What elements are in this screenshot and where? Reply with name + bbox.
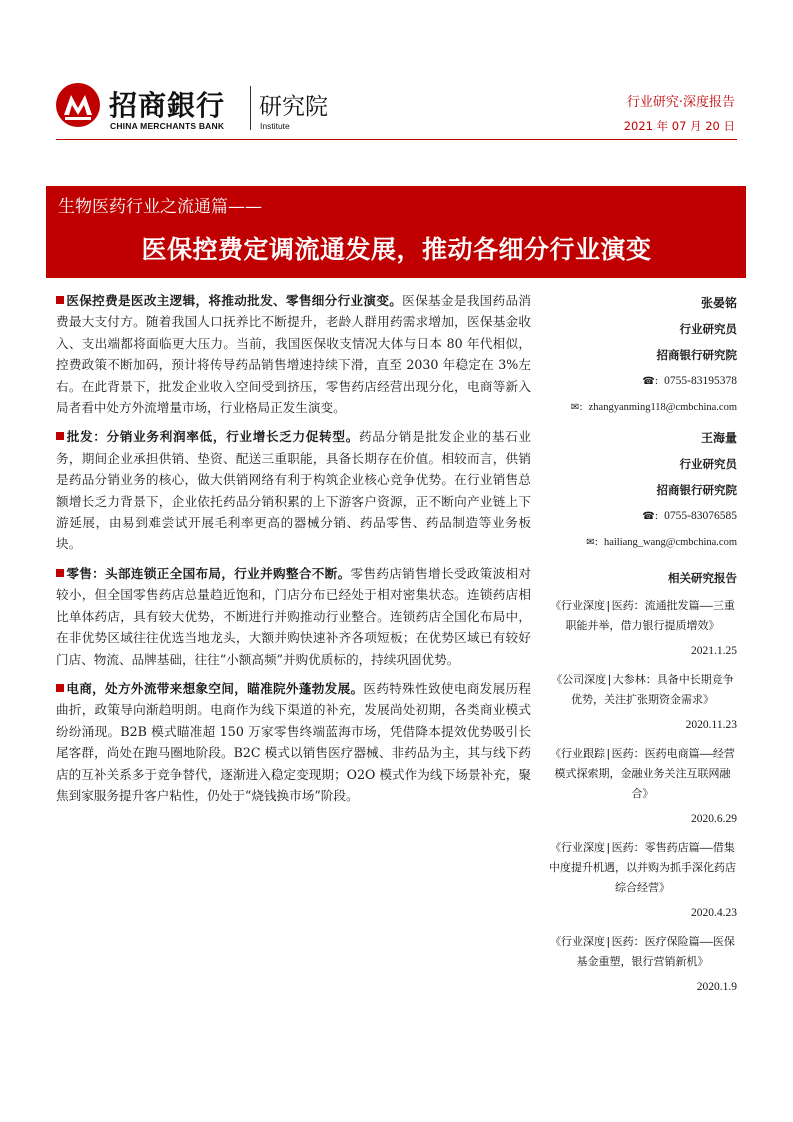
analyst-phone: [548, 368, 737, 395]
analyst-phone-number: 0755-83195378: [664, 375, 737, 387]
header-divider: [56, 139, 737, 140]
related-report-item[interactable]: [548, 596, 737, 660]
bullet-square-icon: [56, 684, 64, 692]
analyst-phone: [548, 503, 737, 530]
banner-subtitle: 生物医药行业之流通篇——: [58, 197, 262, 217]
related-report-title[interactable]: 《公司深度|大参林：具备中长期竞争优势，关注扩张期资金需求》: [551, 673, 734, 706]
report-type: 行业研究·深度报告: [626, 95, 735, 110]
analyst-name: 张晏铭: [700, 296, 737, 310]
summary-paragraph: [56, 563, 531, 670]
institute-name-en: Institute: [260, 121, 290, 131]
analyst-org: 招商银行研究院: [656, 483, 737, 497]
analyst-email: [548, 395, 737, 421]
bank-name-cn: 招商銀行: [109, 89, 226, 122]
analyst-org: 招商银行研究院: [656, 348, 737, 362]
summary-paragraph: [56, 290, 531, 418]
bullet-square-icon: [56, 569, 64, 577]
related-report-title[interactable]: 《行业深度|医药：流通批发篇——三重职能并举，借力银行提质增效》: [550, 599, 735, 632]
analyst-phone-number: 0755-83076585: [664, 510, 737, 522]
related-report-item[interactable]: [548, 744, 737, 828]
analyst-email-address[interactable]: hailiang_wang@cmbchina.com: [603, 537, 737, 548]
related-report-date: 2020.1.9: [696, 981, 737, 993]
logo-divider: [250, 86, 251, 130]
phone-icon: ☎:: [642, 511, 659, 522]
institute-name-cn: 研究院: [259, 94, 328, 120]
analyst-email-address[interactable]: zhangyanming118@cmbchina.com: [588, 402, 737, 413]
related-report-date: 2020.11.23: [685, 719, 737, 731]
paragraph-text: 医保基金是我国药品消费最大支付方。随着我国人口抚养比不断提升，老龄人群用药需求增加，医保基金收入、支出端都将面临更大压力。当前，我国医保收支情况大体与日本 80 年代相似，控费政策不断加码，预计将传导药品销售增速持续下滑，直至 2030 年稳定在 3%左右。在此背景下，批发企业收入空间受到挤压，零售药店经营出现分化，电商等新入局者看中处方外流增量市场，行业格局正发生演变。: [56, 293, 532, 416]
analyst-email: [548, 530, 737, 556]
related-report-item[interactable]: [548, 838, 737, 922]
analyst-role: 行业研究员: [679, 322, 737, 336]
related-report-date: 2021.1.25: [691, 645, 737, 657]
paragraph-lead: 零售：头部连锁正全国布局，行业并购整合不断。: [66, 565, 351, 581]
related-reports-heading: 相关研究报告: [668, 571, 737, 585]
related-report-title[interactable]: 《行业跟踪|医药：医药电商篇——经营模式探索期，金融业务关注互联网融合》: [550, 747, 735, 800]
related-report-item[interactable]: [548, 932, 737, 996]
analyst-name: 王海量: [700, 431, 737, 445]
summary-paragraph: [56, 426, 531, 554]
paragraph-text: 医药特殊性致使电商发展历程曲折，政策导向渐趋明朗。电商作为线下渠道的补充，发展尚处初期，各类商业模式纷纷涌现。B2B 模式瞄准超 150 万家零售终端蓝海市场，凭借降本提效优势吸引长尾客群，尚处在跑马圈地阶段。B2C 模式以销售医疗器械、非药品为主，其与线下药店的互补关系多于竞争替代，逐渐进入稳定变现期；O2O 模式作为线下场景补充，聚焦到家服务提升客户粘性，仍处于“烧钱换市场”阶段。: [56, 680, 532, 803]
paragraph-lead: 电商，处方外流带来想象空间，瞄准院外蓬勃发展。: [66, 680, 364, 696]
phone-icon: ☎:: [642, 376, 659, 387]
analyst-card: [548, 290, 737, 421]
summary-paragraph: [56, 678, 531, 806]
paragraph-lead: 医保控费是医改主逻辑，将推动批发、零售细分行业演变。: [66, 293, 403, 308]
related-report-date: 2020.6.29: [691, 813, 737, 825]
related-report-title[interactable]: 《行业深度|医药：零售药店篇——借集中度提升机遇，以并购为抓手深化药店综合经营》: [549, 841, 736, 894]
related-report-date: 2020.4.23: [691, 907, 737, 919]
bank-name-en: CHINA MERCHANTS BANK: [110, 121, 225, 131]
paragraph-text: 药品分销是批发企业的基石业务，期间企业承担供销、垫资、配送三重职能，具备长期存在价值。相较而言，供销是药品分销业务的核心，做大供销网络有利于构筑企业核心竞争优势。在行业销售总额增长乏力背景下，企业依托药品分销积累的上下游客户资源，正不断向产业链上下游延展，由易到难尝试开展毛利率更高的器械分销、药品零售、药品制造等业务板块。: [56, 429, 532, 552]
cmb-logo-icon: [55, 82, 101, 128]
email-icon: ✉:: [570, 402, 583, 413]
summary-body: [56, 290, 531, 814]
email-icon: ✉:: [586, 537, 598, 548]
related-report-item[interactable]: [548, 670, 737, 734]
bullet-square-icon: [56, 296, 64, 304]
paragraph-text: 零售药店销售增长受政策波相对较小，但全国零售药店总量趋近饱和，门店分布已经处于相对密集状态。连锁药店相比单体药店，具有较大优势，不断进行并购推动行业整合。连锁药店全国化布局中，在非优势区域往往优选当地龙头，大额并购快速补齐各项短板；在优势区域已有较好门店、物流、品牌基础，往往“小额高频”并购优质标的，持续巩固优势。: [56, 565, 532, 667]
related-report-title[interactable]: 《行业深度|医药：医疗保险篇——医保基金重塑，银行营销新机》: [550, 935, 735, 968]
bullet-square-icon: [56, 432, 64, 440]
analyst-card: [548, 425, 737, 556]
report-date: 2021 年 07 月 20 日: [623, 119, 735, 133]
paragraph-lead: 批发：分销业务利润率低，行业增长乏力促转型。: [66, 429, 359, 445]
sidebar: [548, 290, 737, 1006]
report-title: 医保控费定调流通发展，推动各细分行业演变: [141, 235, 652, 264]
analyst-role: 行业研究员: [679, 457, 737, 471]
